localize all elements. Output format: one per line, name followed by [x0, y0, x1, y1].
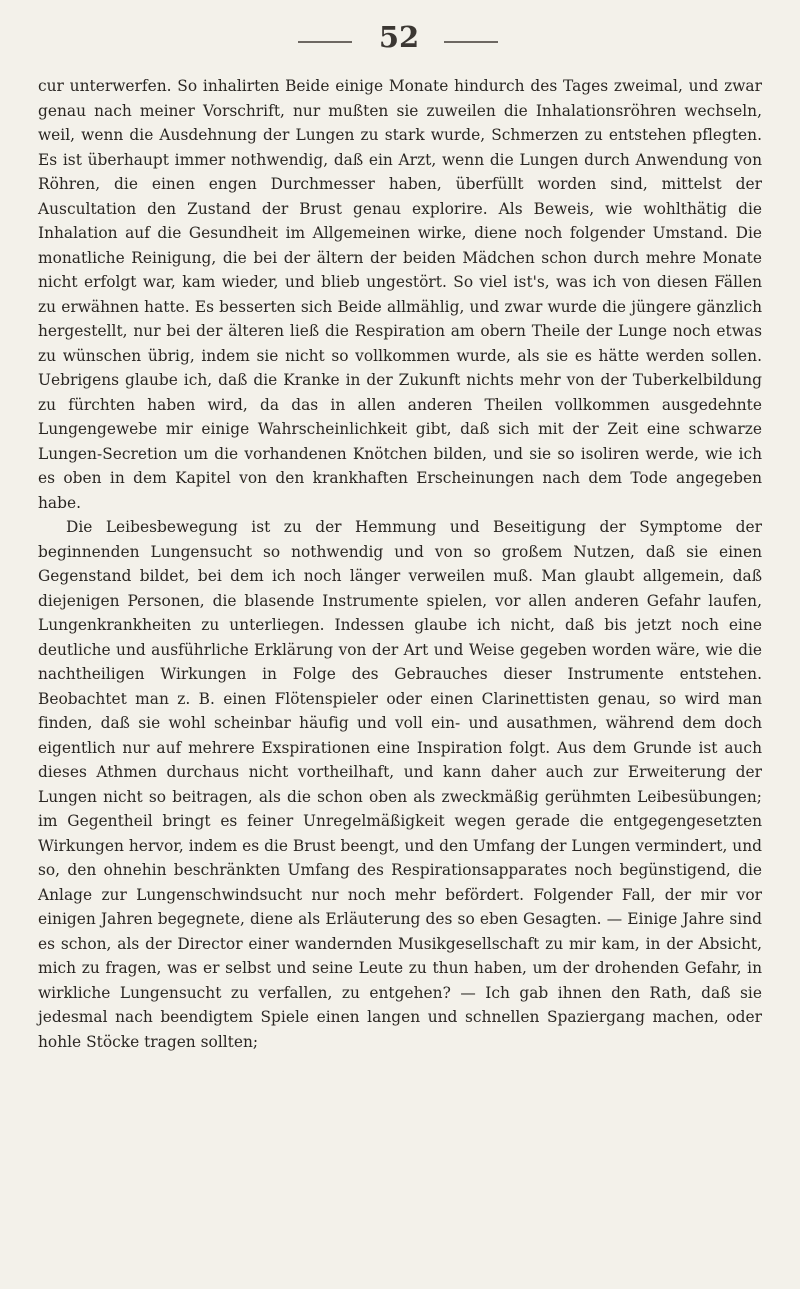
paragraph-exercise: Die Leibesbewegung ist zu der Hemmung und Beseitigung der Symptome der beginnenden Lungensucht so nothwendig und von so großem Nutzen, daß sie einen Gegenstand bildet, bei dem ich noch länger verweilen muß. Man glaubt allgemein, daß diejenigen Personen, die blasende Instrumente spielen, vor allen anderen Gefahr laufen, Lungenkrankheiten zu unterliegen. Indessen glaube ich nicht, daß bis jetzt noch eine deutliche und ausführliche Erklärung von der Art und Weise gegeben worden wäre, wie die nachtheiligen Wirkungen in Folge des Gebrauches dieser Instrumente entstehen. Beobachtet man z. B. einen Flötenspieler oder einen Clarinettisten genau, so wird man finden, daß sie wohl scheinbar häufig und voll ein- und ausathmen, während dem doch eigentlich nur auf mehrere Exspirationen eine Inspiration folgt. Aus dem Grunde ist auch dieses Athmen durchaus nicht vortheilhaft, und kann daher auch zur Erweiterung der Lungen nicht so beitragen, als die schon oben als zweckmäßig gerühmten Leibesübungen; im Gegentheil bringt es feiner Unregelmäßigkeit wegen gerade die entgegengesetzten Wirkungen hervor, indem es die Brust beengt, und den Umfang der Lungen vermindert, und so, den ohnehin beschränkten Umfang des Respirationsapparates noch begünstigend, die Anlage zur Lungenschwindsucht nur noch mehr befördert. Folgender Fall, der mir vor einigen Jahren begegnete, diene als Erläuterung des so eben Gesagten. — Einige Jahre sind es schon, als der Director einer wandernden Musikgesellschaft zu mir kam, in der Absicht, mich zu fragen, was er selbst und seine Leute zu thun haben, um der drohenden Gefahr, in wirkliche Lungensucht zu verfallen, zu entgehen? — Ich gab ihnen den Rath, daß sie jedesmal nach beendigtem Spiele einen langen und schnellen Spaziergang machen, oder hohle Stöcke tragen sollten; — [38, 518, 762, 1051]
page-number: 52 — [378, 20, 420, 54]
paragraph-continuation: cur unterwerfen. So inhalirten Beide einige Monate hindurch des Tages zweimal, und zwar genau nach meiner Vorschrift, nur mußten sie zuweilen die Inhalationsröhren wechseln, weil, wenn die Ausdehnung der Lungen zu stark wurde, Schmerzen zu entstehen pflegten. Es ist überhaupt immer nothwendig, daß ein Arzt, wenn die Lungen durch Anwendung von Röhren, die einen engen Durchmesser haben, überfüllt worden sind, mittelst der Auscultation den Zustand der Brust genau explorire. Als Beweis, wie wohlthätig die Inhalation auf die Gesundheit im Allgemeinen wirke, diene noch folgender Umstand. Die monatliche Reinigung, die bei der ältern der beiden Mädchen schon durch mehre Monate nicht erfolgt war, kam wieder, und blieb ungestört. So viel ist's, was ich von diesen Fällen zu erwähnen hatte. Es besserten sich Beide allmählig, und zwar wurde die jüngere gänzlich hergestellt, nur bei der älteren ließ die Respiration am obern Theile der Lunge noch etwas zu wünschen übrig, indem sie nicht so vollkommen wurde, als sie es hätte werden sollen. Uebrigens glaube ich, daß die Kranke in der Zukunft nichts mehr von der Tuberkelbildung zu fürchten haben wird, da das in allen anderen Theilen vollkommen ausgedehnte Lungengewebe mir einige Wahrscheinlichkeit gibt, daß sich mit der Zeit eine schwarze Lungen-Secretion um die vorhandenen Knötchen bilden, und sie so isoliren werde, wie ich es oben in dem Kapitel von den krankhaften Erscheinungen nach dem Tode angegeben habe. — [38, 77, 762, 512]
body-text — [38, 74, 762, 1054]
header-rule-right — [444, 41, 498, 43]
header-rule-left — [298, 41, 352, 43]
page-header — [0, 14, 800, 54]
